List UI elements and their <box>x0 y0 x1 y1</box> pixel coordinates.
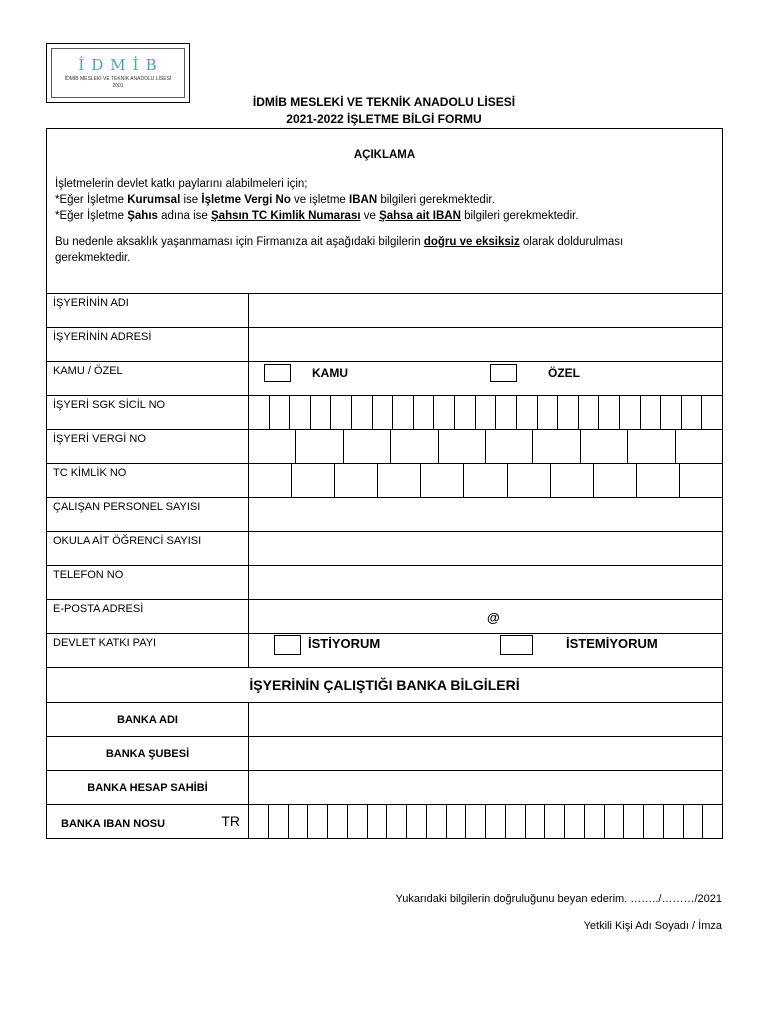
bank-name-field[interactable] <box>249 703 723 737</box>
logo-letters: İDMİB <box>78 56 164 74</box>
digit-box[interactable] <box>675 430 722 463</box>
digit-box[interactable] <box>307 805 327 838</box>
phone-field[interactable] <box>249 566 723 600</box>
declaration-text: Yukarıdaki bilgilerin doğruluğunu beyan ederim. ……../………/2021 <box>395 893 722 905</box>
tc-no-label: TC KİMLİK NO <box>53 467 127 479</box>
digit-box[interactable] <box>627 430 674 463</box>
iban-label-cell <box>47 805 249 839</box>
row-bank-name <box>47 703 723 737</box>
row-tax-no <box>47 430 723 464</box>
digit-box[interactable] <box>289 396 310 429</box>
digit-box[interactable] <box>475 396 496 429</box>
digit-box[interactable] <box>249 430 295 463</box>
staff-count-field[interactable] <box>249 498 723 532</box>
row-sgk-no <box>47 396 723 430</box>
digit-box[interactable] <box>372 396 393 429</box>
tc-no-field[interactable] <box>249 464 723 498</box>
state-contribution-options <box>249 634 723 668</box>
bank-name-label: BANKA ADI <box>47 703 249 737</box>
digit-box[interactable] <box>327 805 347 838</box>
signature-label: Yetkili Kişi Adı Soyadı / İmza <box>583 920 722 932</box>
sgk-no-field[interactable] <box>249 396 723 430</box>
public-option-label: KAMU <box>312 366 348 380</box>
digit-box[interactable] <box>465 805 485 838</box>
digit-box[interactable] <box>584 805 604 838</box>
digit-box[interactable] <box>660 396 681 429</box>
digit-box[interactable] <box>593 464 636 497</box>
logo-year: 2001 <box>112 83 124 89</box>
digit-box[interactable] <box>367 805 387 838</box>
tax-digit-boxes <box>249 430 722 463</box>
account-holder-field[interactable] <box>249 771 723 805</box>
row-tc-no <box>47 464 723 498</box>
digit-box[interactable] <box>701 396 722 429</box>
digit-box[interactable] <box>406 805 426 838</box>
email-field[interactable] <box>249 600 723 634</box>
digit-box[interactable] <box>454 396 475 429</box>
digit-box[interactable] <box>295 430 342 463</box>
digit-box[interactable] <box>623 805 643 838</box>
form-title: 2021-2022 İŞLETME BİLGİ FORMU <box>286 112 482 126</box>
staff-count-label: ÇALIŞAN PERSONEL SAYISI <box>53 501 201 513</box>
digit-box[interactable] <box>679 464 722 497</box>
phone-label: TELEFON NO <box>53 569 124 581</box>
private-checkbox[interactable] <box>490 364 517 382</box>
digit-box[interactable] <box>525 805 545 838</box>
iban-field[interactable] <box>249 805 723 839</box>
digit-box[interactable] <box>598 396 619 429</box>
sgk-no-label: İŞYERİ SGK SİCİL NO <box>53 399 166 411</box>
iban-label: BANKA IBAN NOSU <box>61 818 166 830</box>
row-public-private <box>47 362 723 396</box>
digit-box[interactable] <box>249 396 269 429</box>
not-want-checkbox[interactable] <box>500 635 533 655</box>
digit-box[interactable] <box>288 805 308 838</box>
want-option-label: İSTİYORUM <box>308 636 381 651</box>
digit-box[interactable] <box>516 396 537 429</box>
digit-box[interactable] <box>390 430 437 463</box>
row-iban <box>47 805 723 839</box>
digit-box[interactable] <box>392 396 413 429</box>
row-student-count <box>47 532 723 566</box>
digit-box[interactable] <box>334 464 377 497</box>
digit-box[interactable] <box>433 396 454 429</box>
digit-box[interactable] <box>446 805 466 838</box>
business-info-form <box>46 128 723 839</box>
iban-prefix: TR <box>221 813 240 829</box>
tax-no-label: İŞYERİ VERGİ NO <box>53 433 146 445</box>
digit-box[interactable] <box>351 396 372 429</box>
tax-no-field[interactable] <box>249 430 723 464</box>
digit-box[interactable] <box>537 396 558 429</box>
row-phone <box>47 566 723 600</box>
digit-box[interactable] <box>310 396 331 429</box>
digit-box[interactable] <box>386 805 406 838</box>
description-title: AÇIKLAMA <box>353 149 416 161</box>
public-private-options <box>249 362 723 396</box>
account-holder-label: BANKA HESAP SAHİBİ <box>47 771 249 805</box>
digit-box[interactable] <box>580 430 627 463</box>
student-count-field[interactable] <box>249 532 723 566</box>
row-business-name <box>47 294 723 328</box>
row-business-address <box>47 328 723 362</box>
digit-box[interactable] <box>557 396 578 429</box>
digit-box[interactable] <box>532 430 579 463</box>
digit-box[interactable] <box>564 805 584 838</box>
digit-box[interactable] <box>420 464 463 497</box>
digit-box[interactable] <box>578 396 599 429</box>
digit-box[interactable] <box>550 464 593 497</box>
not-want-option-label: İSTEMİYORUM <box>566 636 658 651</box>
digit-box[interactable] <box>681 396 702 429</box>
description-note: Bu nedenle aksaklık yaşanmaması için Firmanıza ait aşağıdaki bilgilerin doğru ve eksiksiz olarak doldurulması <box>55 236 624 248</box>
digit-box[interactable] <box>426 805 446 838</box>
digit-box[interactable] <box>636 464 679 497</box>
public-private-label: KAMU / ÖZEL <box>53 365 123 377</box>
digit-box[interactable] <box>377 464 420 497</box>
digit-box[interactable] <box>485 805 505 838</box>
digit-box[interactable] <box>544 805 564 838</box>
logo-subtitle: İDMİB MESLEKİ VE TEKNİK ANADOLU LİSESİ <box>64 76 172 82</box>
digit-box[interactable] <box>347 805 367 838</box>
digit-box[interactable] <box>485 430 532 463</box>
student-count-label: OKULA AİT ÖĞRENCİ SAYISI <box>53 535 202 547</box>
description-intro: İşletmelerin devlet katkı paylarını alabilmeleri için; <box>55 178 308 190</box>
digit-box[interactable] <box>268 805 288 838</box>
row-state-contribution <box>47 634 723 668</box>
sgk-digit-boxes <box>249 396 722 429</box>
description-box <box>47 129 723 294</box>
school-name: İDMİB MESLEKİ VE TEKNİK ANADOLU LİSESİ <box>252 95 516 109</box>
digit-box[interactable] <box>438 430 485 463</box>
iban-digit-boxes <box>249 805 722 838</box>
school-logo <box>46 43 190 103</box>
digit-box[interactable] <box>343 430 390 463</box>
tc-digit-boxes <box>249 464 722 497</box>
digit-box[interactable] <box>663 805 683 838</box>
bank-section-title: İŞYERİNİN ÇALIŞTIĞI BANKA BİLGİLERİ <box>47 668 723 703</box>
logo-frame <box>51 48 185 98</box>
digit-box[interactable] <box>495 396 516 429</box>
want-checkbox[interactable] <box>274 635 301 655</box>
digit-box[interactable] <box>643 805 663 838</box>
digit-box[interactable] <box>269 396 290 429</box>
digit-box[interactable] <box>249 464 291 497</box>
business-address-label: İŞYERİNİN ADRESİ <box>53 331 152 343</box>
email-at-sign: @ <box>487 610 500 625</box>
digit-box[interactable] <box>505 805 525 838</box>
row-email <box>47 600 723 634</box>
state-contribution-label: DEVLET KATKI PAYI <box>53 637 157 649</box>
digit-box[interactable] <box>619 396 640 429</box>
digit-box[interactable] <box>604 805 624 838</box>
email-label: E-POSTA ADRESİ <box>53 603 144 615</box>
row-account-holder <box>47 771 723 805</box>
digit-box[interactable] <box>330 396 351 429</box>
bank-branch-field[interactable] <box>249 737 723 771</box>
business-address-field[interactable] <box>249 328 723 362</box>
digit-box[interactable] <box>683 805 703 838</box>
digit-box[interactable] <box>640 396 661 429</box>
digit-box[interactable] <box>507 464 550 497</box>
public-checkbox[interactable] <box>264 364 291 382</box>
digit-box[interactable] <box>702 805 722 838</box>
bank-branch-label: BANKA ŞUBESİ <box>47 737 249 771</box>
description-corporate-line: *Eğer İşletme Kurumsal ise İşletme Vergi No ve işletme IBAN bilgileri gerekmektedir. <box>55 194 495 206</box>
digit-box[interactable] <box>249 805 268 838</box>
row-bank-branch <box>47 737 723 771</box>
business-name-field[interactable] <box>249 294 723 328</box>
business-name-label: İŞYERİNİN ADI <box>53 297 129 309</box>
private-option-label: ÖZEL <box>548 366 580 380</box>
digit-box[interactable] <box>463 464 506 497</box>
description-note-end: gerekmektedir. <box>55 252 131 264</box>
digit-box[interactable] <box>291 464 334 497</box>
digit-box[interactable] <box>413 396 434 429</box>
row-staff-count <box>47 498 723 532</box>
description-individual-line: *Eğer İşletme Şahıs adına ise Şahsın TC Kimlik Numarası ve Şahsa ait IBAN bilgileri gerekmektedir. <box>55 210 579 222</box>
